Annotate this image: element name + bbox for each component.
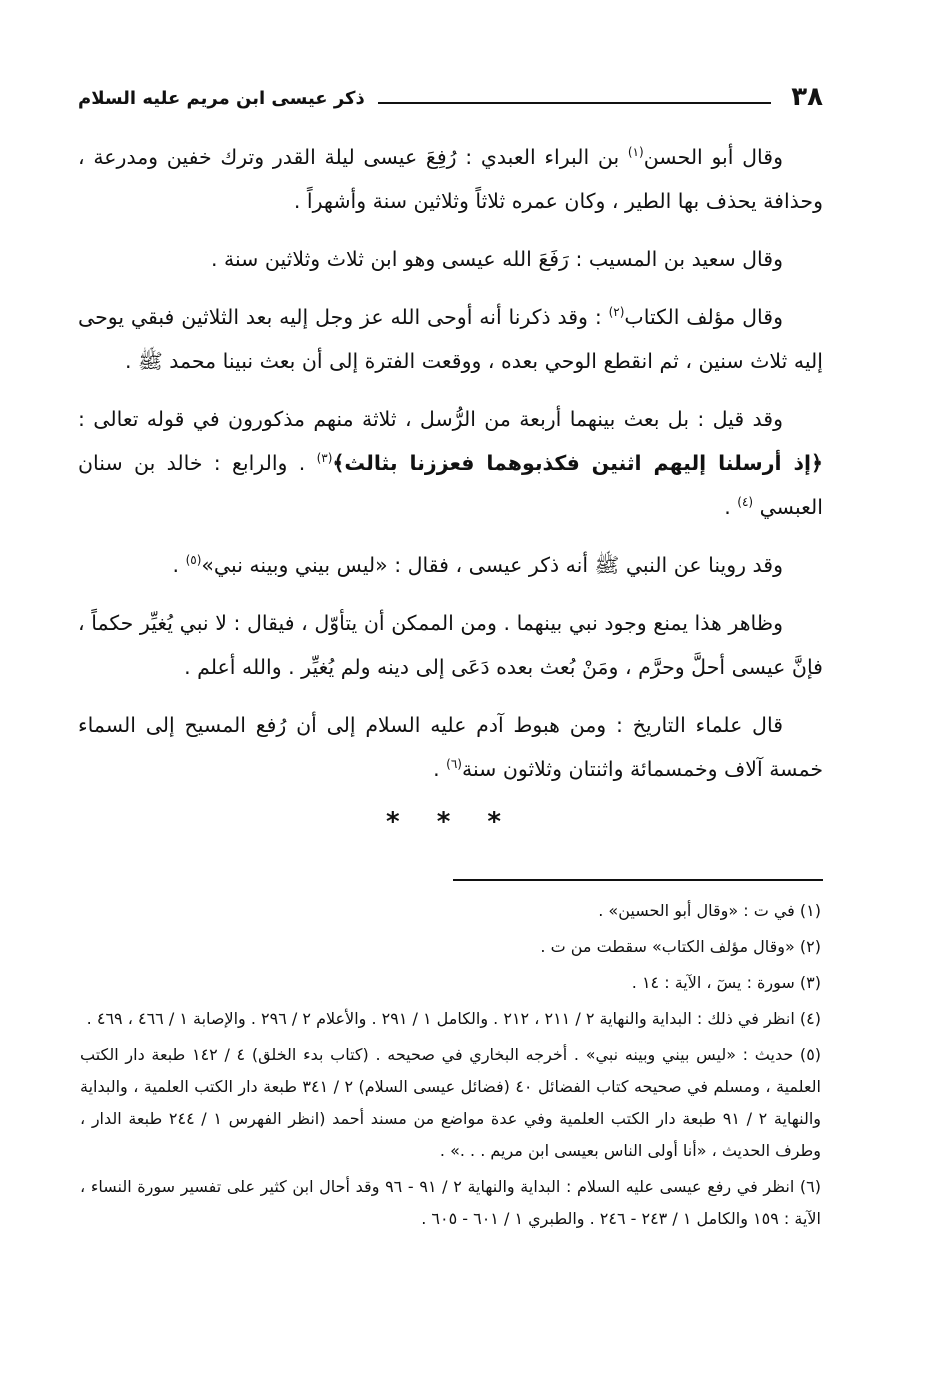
paragraph-2: وقال سعيد بن المسيب : رَفَعَ الله عيسى وهو ابن ثلاث وثلاثين سنة . — [210, 247, 783, 271]
footnote-rule — [453, 879, 823, 881]
main-text — [78, 135, 823, 837]
footnote-ref-6: (٦) — [446, 757, 462, 772]
footnote-4: (٤) انظر في ذلك : البداية والنهاية ٢ / ٢١١ ، ٢١٢ . والكامل ١ / ٢٩١ . والأعلام ٢ / ٢٩٦ . والإصابة ١ / ٤٦٦ ، ٤٦٩ . — [86, 1009, 821, 1028]
footnote-2: (٢) «وقال مؤلف الكتاب» سقطت من ت . — [540, 937, 821, 956]
footnote-ref-2: (٢) — [608, 305, 625, 320]
footnote-6: (٦) انظر في رفع عيسى عليه السلام : البداية والنهاية ٢ / ٩١ - ٩٦ وقد أحال ابن كثير على تفسير سورة النساء ، الآية : ١٥٩ والكامل ١ / ٢٤٣ - ٢٤٦ . والطبري ١ / ٦٠١ - ٦٠٥ . — [80, 1177, 822, 1228]
paragraph-5: وقد روينا عن النبي ﷺ أنه ذكر عيسى ، فقال : «ليس بيني وبينه نبي»$^{(٥)}$ . — [172, 553, 783, 577]
footnote-ref-3: (٣) — [316, 451, 333, 466]
header-rule — [378, 102, 771, 104]
paragraph-6: وظاهر هذا يمنع وجود نبي بينهما . ومن الممكن أن يتأوّل ، فيقال : لا نبي يُغيِّر حكماً ، فإنَّ عيسى أحلَّ وحرَّم ، ومَنْ بُعث بعده دَعَى إلى دينه ولم يُغيِّر . والله أعلم . — [78, 611, 823, 679]
footnote-3: (٣) سورة : يسٓ ، الآية : ١٤ . — [631, 973, 821, 992]
footnote-5: (٥) حديث : «ليس بيني وبينه نبي» . أخرجه البخاري في صحيحه . (كتاب بدء الخلق) ٤ / ١٤٢ طبعة دار الكتب العلمية ، ومسلم في صحيحه كتاب الفضائل ٤٠ (فضائل عيسى السلام) ٢ / ٣٤١ طبعة دار الكتب العلمية ، والبداية والنهاية ٢ / ٩١ طبعة دار الكتب العلمية وفي عدة مواضع من مسند أحمد (انظر الفهرس ١ / ٢٤٤ طبعة الدار ، وطرف الحديث ، «أنا أولى الناس بعيسى ابن مريم . . .» . — [80, 1045, 822, 1160]
footnote-1: (١) في ت : «وقال أبو الحسين» . — [598, 901, 821, 920]
paragraph-3: وقال مؤلف الكتاب$^{(٢)}$ : وقد ذكرنا أنه أوحى الله عز وجل إليه بعد الثلاثين فبقي يوحى إليه ثلاث سنين ، ثم انقطع الوحي بعده ، ووقعت الفترة إلى أن بعث نبينا محمد ﷺ . — [78, 305, 823, 373]
paragraph-4: وقد قيل : بل بعث بينهما أربعة من الرُّسل ، ثلاثة منهم مذكورون في قوله تعالى : ﴿إذ أرسلنا إليهم اثنين فكذبوهما فعززنا بثالث﴾$^{(٣)}$ . والرابع : خالد بن سنان العبسي $^{(٤)}$ . — [78, 407, 824, 519]
footnote-ref-1: (١) — [627, 145, 644, 160]
quran-verse: ﴿إذ أرسلنا إليهم اثنين فكذبوهما فعززنا بثالث﴾ — [332, 451, 824, 475]
section-separator: * * * — [386, 807, 515, 837]
footnote-ref-5: (٥) — [185, 553, 202, 568]
paragraph-7: قال علماء التاريخ : ومن هبوط آدم عليه السلام إلى أن رُفع المسيح إلى السماء خمسة آلاف وخمسمائة واثنتان وثلاثون سنة$^{(٦)}$ . — [78, 713, 823, 781]
page-number: ٣٨ — [791, 82, 823, 112]
footnote-ref-4: (٤) — [737, 495, 754, 510]
paragraph-1: وقال أبو الحسن$^{(١)}$ بن البراء العبدي : رُفِعَ عيسى ليلة القدر وترك خفين ومدرعة ، وحذافة يحذف بها الطير ، وكان عمره ثلاثاً وثلاثين سنة وأشهراً . — [78, 145, 823, 213]
page-header — [78, 82, 823, 116]
running-title: ذكر عيسى ابن مريم عليه السلام — [78, 88, 365, 109]
footnotes — [80, 895, 821, 1239]
